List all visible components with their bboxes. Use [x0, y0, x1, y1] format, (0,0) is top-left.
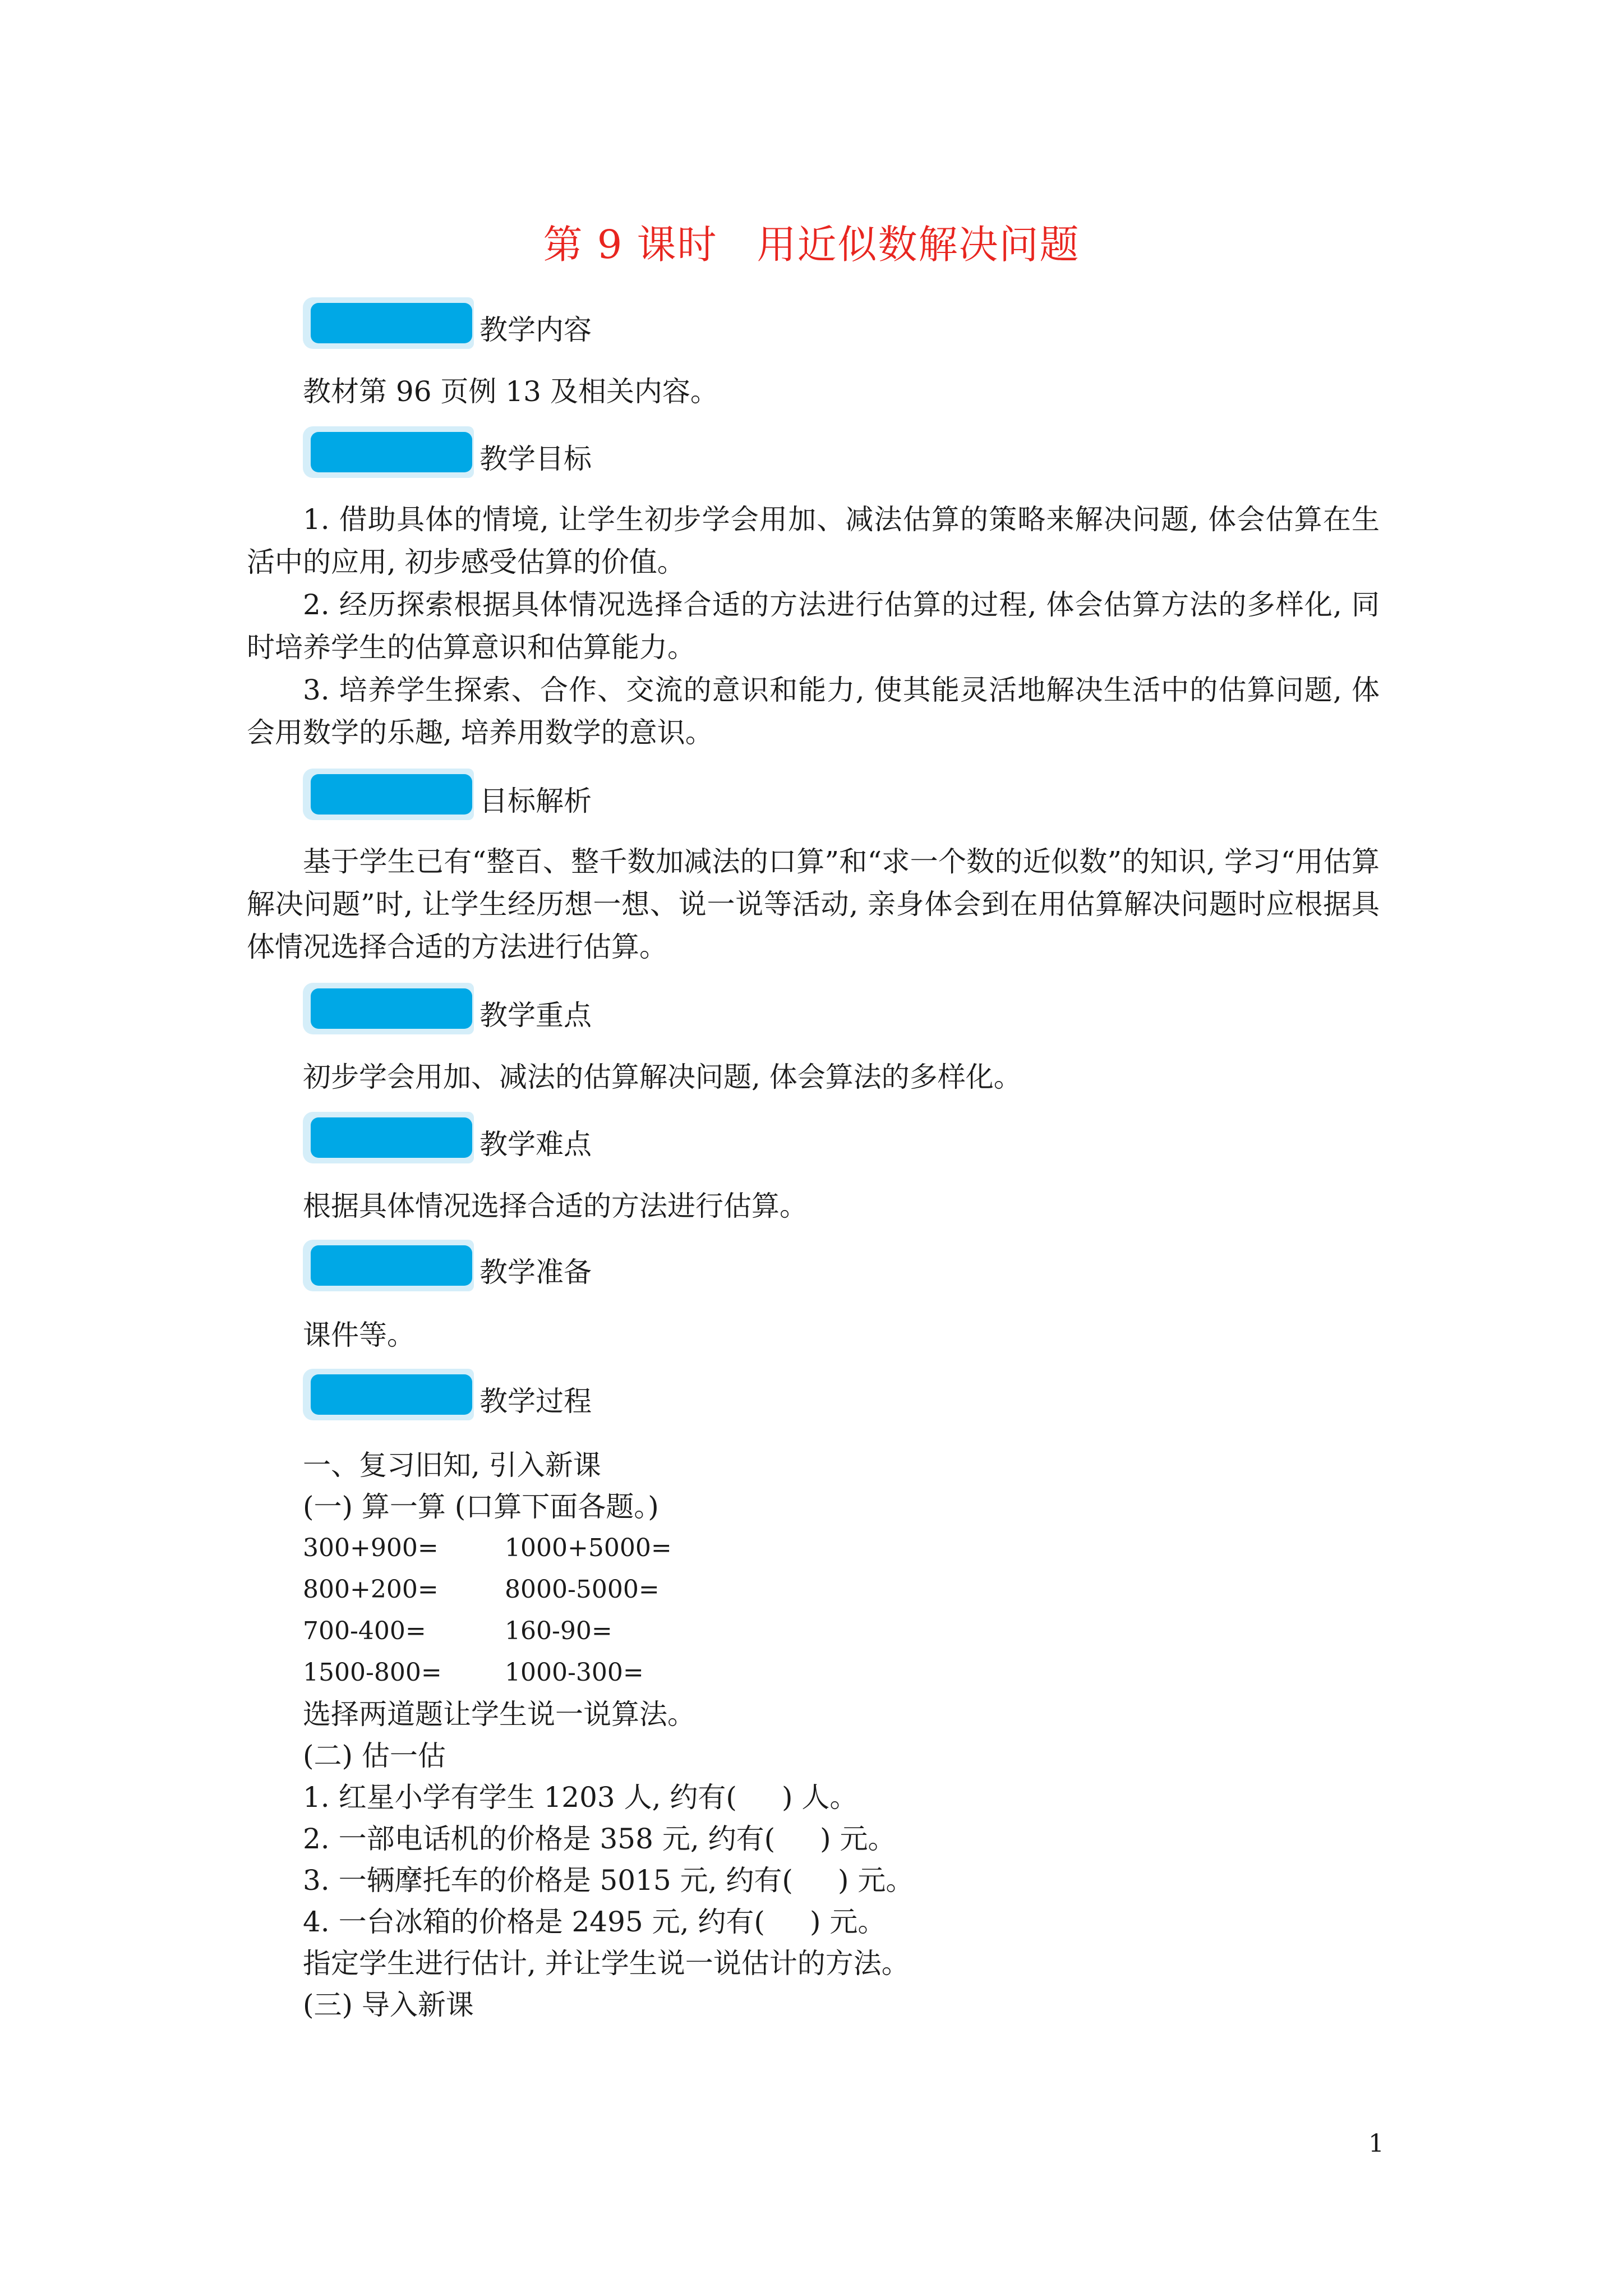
- section-heading-goals: [303, 426, 695, 482]
- exercise-1-a: 300+900=: [303, 1534, 439, 1562]
- key-point-text: 初步学会用加、减法的估算解决问题, 体会算法的多样化。: [303, 1061, 1022, 1093]
- section-tab-marker: [303, 1112, 474, 1163]
- section-heading-label: 教学内容: [479, 314, 592, 346]
- lesson-topic: 用近似数解决问题: [757, 222, 1080, 268]
- process-sub-1: (一) 算一算 (口算下面各题。): [303, 1490, 659, 1523]
- section-heading-content: [303, 297, 695, 353]
- goal-item-1: 1. 借助具体的情境, 让学生初步学会用加、减法估算的策略来解决问题, 体会估算在生活中的应用, 初步感受估算的价值。: [247, 503, 1380, 578]
- section-heading-label: 教学目标: [479, 443, 592, 475]
- section-tab-marker: [303, 983, 474, 1034]
- page-number: 1: [1368, 2129, 1384, 2158]
- section-heading-label: 教学难点: [479, 1128, 592, 1161]
- process-part-1: 一、复习旧知, 引入新课: [303, 1449, 601, 1481]
- content-text: 教材第 96 页例 13 及相关内容。: [303, 375, 718, 408]
- section-heading-preparation: [303, 1240, 695, 1296]
- section-heading-difficulty: [303, 1112, 695, 1168]
- difficulty-text: 根据具体情况选择合适的方法进行估算。: [303, 1190, 808, 1222]
- section-heading-label: 目标解析: [479, 785, 592, 817]
- exercise-4-b: 1000-300=: [505, 1658, 644, 1687]
- section-tab-marker: [303, 297, 474, 349]
- process-sub-2: (二) 估一估: [303, 1740, 446, 1772]
- section-tab-marker: [303, 1369, 474, 1420]
- goal-item-2: 2. 经历探索根据具体情况选择合适的方法进行估算的过程, 体会估算方法的多样化, 同时培养学生的估算意识和估算能力。: [247, 588, 1380, 664]
- section-tab-marker: [303, 426, 474, 478]
- exercise-3-a: 700-400=: [303, 1617, 426, 1645]
- estimate-item-4: 4. 一台冰箱的价格是 2495 元, 约有( ) 元。: [303, 1906, 886, 1938]
- process-sub-1-note: 选择两道题让学生说一说算法。: [303, 1698, 695, 1731]
- section-heading-label: 教学重点: [479, 999, 592, 1032]
- section-heading-key-point: [303, 983, 695, 1039]
- exercise-3-b: 160-90=: [505, 1617, 612, 1645]
- exercise-2-a: 800+200=: [303, 1575, 439, 1604]
- section-tab-marker: [303, 769, 474, 820]
- section-heading-label: 教学准备: [479, 1256, 592, 1289]
- lesson-title: [0, 213, 1623, 270]
- estimate-item-1: 1. 红星小学有学生 1203 人, 约有( ) 人。: [303, 1781, 858, 1814]
- section-heading-label: 教学过程: [479, 1385, 592, 1418]
- goal-item-3: 3. 培养学生探索、合作、交流的意识和能力, 使其能灵活地解决生活中的估算问题, 体会用数学的乐趣, 培养用数学的意识。: [247, 674, 1380, 749]
- exercise-4-a: 1500-800=: [303, 1658, 442, 1687]
- exercise-1-b: 1000+5000=: [505, 1534, 672, 1562]
- exercise-2-b: 8000-5000=: [505, 1575, 660, 1604]
- section-heading-process: [303, 1369, 695, 1425]
- process-sub-2-note: 指定学生进行估计, 并让学生说一说估计的方法。: [303, 1947, 910, 1980]
- lesson-number: 第 9 课时: [543, 222, 718, 268]
- estimate-item-2: 2. 一部电话机的价格是 358 元, 约有( ) 元。: [303, 1823, 896, 1855]
- estimate-item-3: 3. 一辆摩托车的价格是 5015 元, 约有( ) 元。: [303, 1864, 914, 1897]
- preparation-text: 课件等。: [303, 1319, 415, 1351]
- section-heading-analysis: [303, 769, 695, 825]
- section-tab-marker: [303, 1240, 474, 1291]
- analysis-text: 基于学生已有“整百、整千数加减法的口算”和“求一个数的近似数”的知识, 学习“用估算解决问题”时, 让学生经历想一想、说一说等活动, 亲身体会到在用估算解决问题时应根据具体情况选择合适的方法进行估算。: [247, 845, 1380, 963]
- process-sub-3: (三) 导入新课: [303, 1989, 474, 2021]
